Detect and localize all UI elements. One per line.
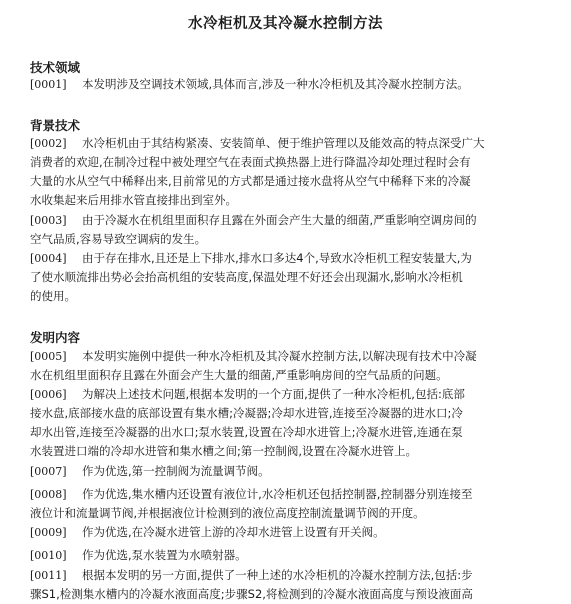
paragraph-text: 本发明实施例中提供一种水冷柜机及其冷凝水控制方法,以解决现有技术中冷凝: [82, 349, 477, 363]
paragraph-number: [0004]: [30, 252, 67, 265]
paragraph-text: 水冷柜机由于其结构紧凑、安装简单、便于维护管理以及能效高的特点深受广大: [82, 136, 485, 150]
paragraph-line: [30, 153, 542, 172]
paragraph-line: [30, 230, 542, 249]
paragraph: [30, 566, 542, 604]
paragraph: [30, 75, 542, 94]
paragraph-line: [30, 546, 542, 565]
document-title: 水冷柜机及其冷凝水控制方法: [188, 16, 383, 32]
paragraph: [30, 462, 542, 481]
paragraph-line: [30, 485, 542, 504]
paragraph-text: 由于冷凝水在机组里面积存且露在外面会产生大量的细菌,严重影响空调房间的: [82, 213, 477, 227]
paragraph-line: [30, 462, 542, 481]
paragraph-line: [30, 134, 542, 153]
paragraph-text: 空气品质,容易导致空调病的发生。: [30, 232, 207, 246]
paragraph-number: [0010]: [30, 549, 67, 562]
paragraph-line: [30, 523, 542, 542]
paragraph-line: [30, 566, 542, 585]
paragraph-text: 作为优选,泵水装置为水喷射器。: [82, 548, 247, 562]
paragraph-text: 了使水顺流排出势必会抬高机组的安装高度,保温处理不好还会出现漏水,影响水冷柜机: [30, 270, 463, 284]
paragraph-text: 大量的水从空气中稀释出来,目前常见的方式都是通过接水盘将从空气中稀释下来的冷凝: [30, 174, 471, 188]
paragraph-text: 却水出管,连接至冷凝器的出水口;泵水装置,设置在冷却水进管上;冷凝水进管,连通在泵: [30, 425, 463, 439]
paragraph-number: [0001]: [30, 78, 67, 91]
section-heading: 发明内容: [30, 330, 81, 345]
paragraph-line: [30, 268, 542, 287]
paragraph-number: [0009]: [30, 526, 67, 539]
paragraph-number: [0005]: [30, 350, 67, 363]
paragraph-number: [0008]: [30, 488, 67, 501]
paragraph-text: 液位计和流量调节阀,并根据液位计检测到的液位高度控制流量调节阀的开度。: [30, 506, 425, 520]
paragraph: [30, 134, 542, 210]
paragraph-text: 作为优选,第一控制阀为流量调节阀。: [82, 464, 270, 478]
paragraph-number: [0011]: [30, 569, 67, 582]
paragraph-line: [30, 211, 542, 230]
paragraph-line: [30, 585, 542, 604]
paragraph-text: 水收集起来后用排水管直接排出到室外。: [30, 193, 237, 207]
paragraph: [30, 249, 542, 306]
paragraph-text: 作为优选,在冷凝水进管上游的冷却水进管上设置有开关阀。: [82, 525, 385, 539]
paragraph: [30, 347, 542, 385]
section-heading: 技术领域: [30, 60, 81, 75]
paragraph-text: 根据本发明的另一方面,提供了一种上述的水冷柜机的冷凝水控制方法,包括:步: [82, 568, 473, 582]
paragraph-line: [30, 404, 542, 423]
paragraph-text: 的使用。: [30, 289, 76, 303]
paragraph-text: 消费者的欢迎,在制冷过程中被处理空气在表面式换热器上进行降温冷却处理过程时会有: [30, 155, 471, 169]
paragraph-number: [0002]: [30, 137, 67, 150]
paragraph-text: 本发明涉及空调技术领域,具体而言,涉及一种水冷柜机及其冷凝水控制方法。: [82, 77, 469, 91]
paragraph-text: 作为优选,集水槽内还设置有液位计,水冷柜机还包括控制器,控制器分别连接至: [82, 487, 473, 501]
paragraph-text: 接水盘,底部接水盘的底部设置有集水槽;冷凝器;冷却水进管,连接至冷凝器的进水口;冷: [30, 406, 463, 420]
paragraph: [30, 523, 542, 542]
paragraph-number: [0007]: [30, 465, 67, 478]
section-heading: 背景技术: [30, 118, 81, 133]
paragraph-text: 水装置进口端的冷却水进管和集水槽之间;第一控制阀,设置在冷凝水进管上。: [30, 444, 418, 458]
paragraph-line: [30, 75, 542, 94]
paragraph-line: [30, 347, 542, 366]
paragraph-line: [30, 249, 542, 268]
paragraph-line: [30, 385, 542, 404]
paragraph-number: [0003]: [30, 214, 67, 227]
paragraph-line: [30, 504, 542, 523]
paragraph-text: 骤S1,检测集水槽内的冷凝水液面高度;步骤S2,将检测到的冷凝水液面高度与预设液面高: [30, 587, 473, 601]
paragraph-line: [30, 172, 542, 191]
paragraph-line: [30, 191, 542, 210]
paragraph-line: [30, 442, 542, 461]
paragraph-number: [0006]: [30, 388, 67, 401]
paragraph-line: [30, 423, 542, 442]
paragraph-text: 水在机组里面积存且露在外面会产生大量的细菌,严重影响房间的空气品质的问题。: [30, 368, 448, 382]
paragraph: [30, 485, 542, 523]
paragraph-text: 为解决上述技术问题,根据本发明的一个方面,提供了一种水冷柜机,包括:底部: [82, 387, 465, 401]
paragraph: [30, 211, 542, 249]
paragraph: [30, 385, 542, 461]
paragraph: [30, 546, 542, 565]
paragraph-text: 由于存在排水,且还是上下排水,排水口多达4个,导致水冷柜机工程安装量大,为: [82, 251, 472, 265]
paragraph-line: [30, 366, 542, 385]
paragraph-line: [30, 287, 542, 306]
